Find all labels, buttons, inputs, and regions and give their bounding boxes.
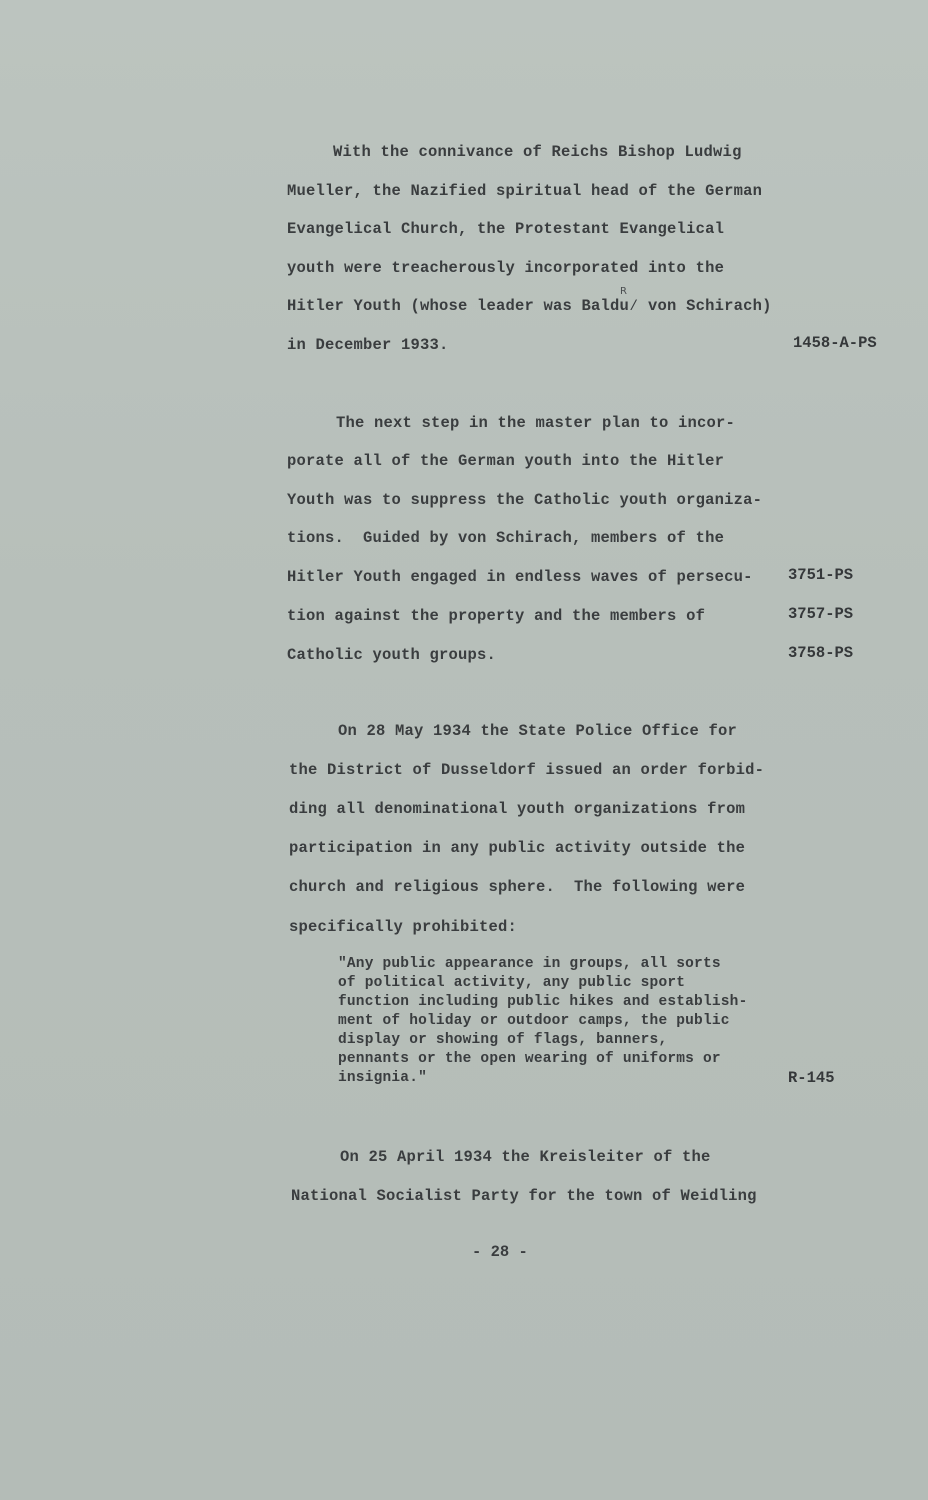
text-line: porate all of the German youth into the Hitler (287, 452, 725, 470)
text-line: participation in any public activity outside the (289, 839, 746, 857)
quote-line: ment of holiday or outdoor camps, the public (338, 1013, 730, 1029)
text-line: Mueller, the Nazified spiritual head of the German (287, 182, 763, 200)
handwritten-correction: R (620, 286, 627, 297)
text-line: tion against the property and the members of (287, 607, 706, 625)
text-line: ding all denominational youth organizations from (289, 800, 746, 818)
text-line: Catholic youth groups. (287, 646, 497, 664)
text-line: youth were treacherously incorporated into the (287, 259, 725, 277)
exhibit-reference: 3751-PS (788, 566, 854, 584)
text-line: The next step in the master plan to incor- (336, 414, 736, 432)
quote-line: insignia." (338, 1070, 428, 1086)
text-line: National Socialist Party for the town of Weidling (291, 1187, 757, 1205)
quote-line: display or showing of flags, banners, (338, 1032, 668, 1048)
text-line: specifically prohibited: (289, 918, 518, 936)
exhibit-reference: 3758-PS (788, 644, 854, 662)
exhibit-reference: 3757-PS (788, 605, 854, 623)
text-line: church and religious sphere. The following were (289, 878, 746, 896)
quote-line: pennants or the open wearing of uniforms or (338, 1051, 721, 1067)
text-line: tions. Guided by von Schirach, members of the (287, 529, 725, 547)
text-line: On 25 April 1934 the Kreisleiter of the (340, 1148, 711, 1166)
text-line: Youth was to suppress the Catholic youth organiza- (287, 491, 763, 509)
quote-line: "Any public appearance in groups, all sorts (338, 956, 721, 972)
text-line: With the connivance of Reichs Bishop Ludwig (333, 143, 742, 161)
quote-line: of political activity, any public sport (338, 975, 686, 991)
text-line: Hitler Youth (whose leader was Baldu⁄ von Schirach) (287, 297, 772, 315)
text-line: Hitler Youth engaged in endless waves of persecu- (287, 568, 753, 586)
text-line: On 28 May 1934 the State Police Office for (338, 722, 738, 740)
page-number: - 28 - (472, 1243, 528, 1261)
text-line: in December 1933. (287, 336, 449, 354)
exhibit-reference: R-145 (788, 1069, 835, 1087)
text-line: the District of Dusseldorf issued an order forbid- (289, 761, 765, 779)
exhibit-reference: 1458-A-PS (793, 334, 877, 352)
quote-line: function including public hikes and establish- (338, 994, 748, 1010)
text-line: Evangelical Church, the Protestant Evangelical (287, 220, 725, 238)
